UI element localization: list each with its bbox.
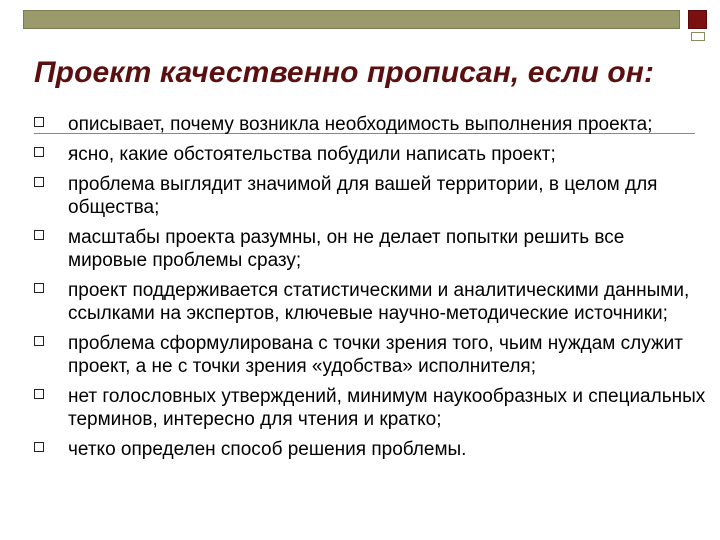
list-item <box>34 385 714 431</box>
bullet-text: описывает, почему возникла необходимость выполнения проекта; <box>68 114 653 135</box>
bullet-text: проект поддерживается статистическими и аналитическими данными, ссылками на экспертов, ключевые научно-методические источники; <box>68 280 690 324</box>
hollow-square-icon <box>34 117 44 127</box>
list-item <box>34 113 714 136</box>
hollow-square-icon <box>34 283 44 293</box>
list-item <box>34 173 714 219</box>
bullet-text: масштабы проекта разумны, он не делает попытки решить все мировые проблемы сразу; <box>68 227 625 271</box>
list-item <box>34 226 714 272</box>
bullet-text: нет голословных утверждений, минимум наукообразных и специальных терминов, интересно для чтения и кратко; <box>68 386 706 430</box>
hollow-square-icon <box>34 389 44 399</box>
hollow-square-icon <box>34 147 44 157</box>
list-item <box>34 143 714 166</box>
hollow-square-icon <box>34 336 44 346</box>
list-item <box>34 438 714 461</box>
bullet-list <box>34 113 714 468</box>
list-item <box>34 279 714 325</box>
header-corner-square <box>688 10 707 29</box>
hollow-square-icon <box>34 230 44 240</box>
bullet-text: проблема выглядит значимой для вашей территории, в целом для общества; <box>68 174 658 218</box>
header-small-square <box>691 32 705 41</box>
slide-title: Проект качественно прописан, если он: <box>34 56 655 89</box>
hollow-square-icon <box>34 442 44 452</box>
list-item <box>34 332 714 378</box>
bullet-text: ясно, какие обстоятельства побудили написать проект; <box>68 144 556 165</box>
header-decoration-bar <box>23 10 680 29</box>
bullet-text: четко определен способ решения проблемы. <box>68 439 467 460</box>
bullet-text: проблема сформулирована с точки зрения того, чьим нуждам служит проект, а не с точки зрения «удобства» исполнителя; <box>68 333 683 377</box>
hollow-square-icon <box>34 177 44 187</box>
